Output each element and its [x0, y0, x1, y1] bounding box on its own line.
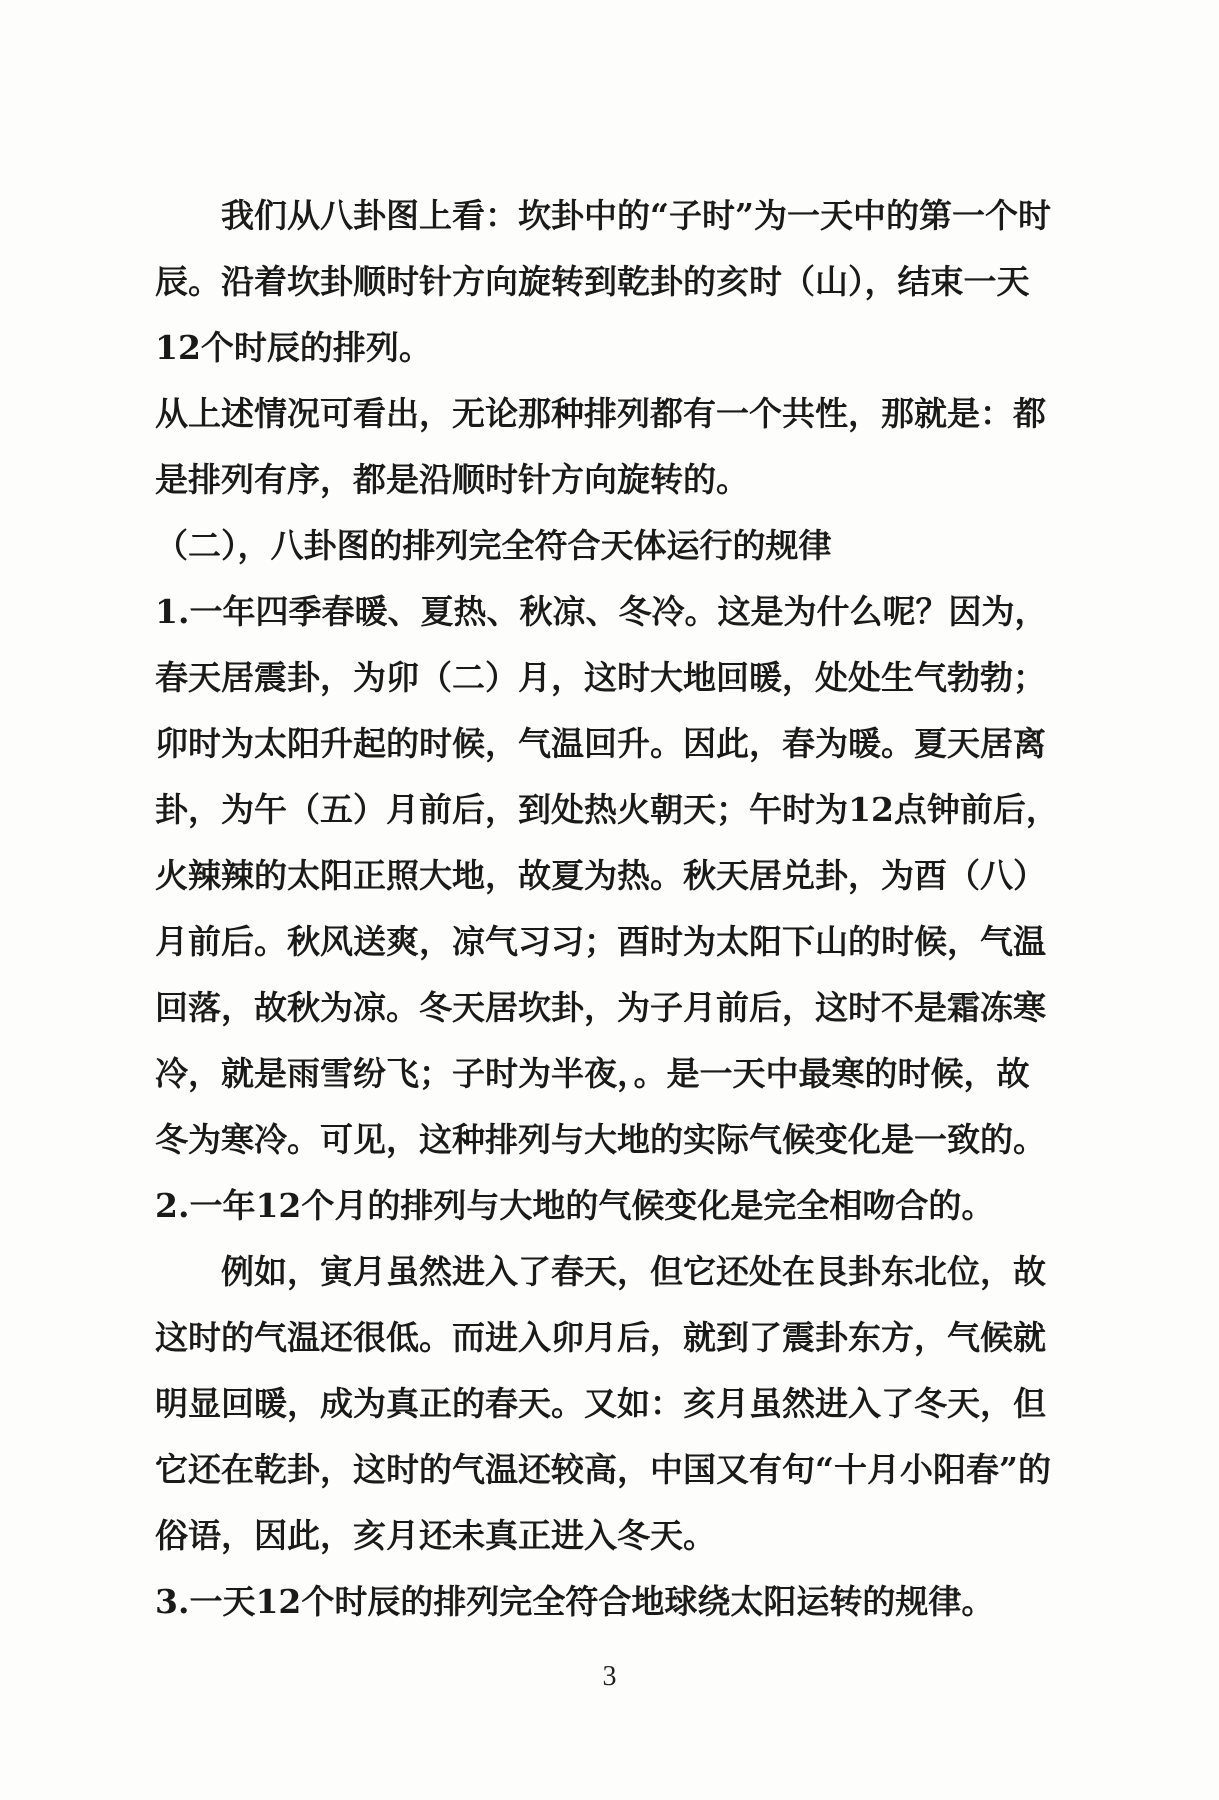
page-number: 3 — [602, 1661, 617, 1692]
text-line: 回落，故秋为凉。冬天居坎卦，为子月前后，这时不是霜冻寒 — [155, 988, 1046, 1027]
section-heading: （二），八卦图的排列完全符合天体运行的规律 — [155, 526, 832, 565]
text-line: 卦，为午（五）月前后，到处热火朝天；午时为12点钟前后， — [155, 790, 1059, 829]
text-line: 例如，寅月虽然进入了春天，但它还处在艮卦东北位，故 — [221, 1252, 1046, 1291]
text-line: 辰。沿着坎卦顺时针方向旋转到乾卦的亥时（山），结束一天 — [155, 262, 1030, 301]
text-line: 卯时为太阳升起的时候，气温回升。因此，春为暖。夏天居离 — [155, 724, 1046, 763]
text-line: 从上述情况可看出，无论那种排列都有一个共性，那就是：都 — [155, 394, 1046, 433]
text-line: 这时的气温还很低。而进入卯月后，就到了震卦东方，气候就 — [155, 1318, 1046, 1357]
text-line: 春天居震卦，为卯（二）月，这时大地回暖，处处生气勃勃； — [155, 658, 1046, 697]
text-line: 俗语，因此，亥月还未真正进入冬天。 — [155, 1516, 716, 1555]
text-line: 火辣辣的太阳正照大地，故夏为热。秋天居兑卦，为酉（八） — [155, 856, 1046, 895]
text-line: 冬为寒冷。可见，这种排列与大地的实际气候变化是一致的。 — [155, 1120, 1046, 1159]
text-line: 2.一年12个月的排列与大地的气候变化是完全相吻合的。 — [155, 1186, 995, 1225]
text-line: 我们从八卦图上看：坎卦中的“子时”为一天中的第一个时 — [221, 196, 1051, 235]
text-line: 明显回暖，成为真正的春天。又如：亥月虽然进入了冬天，但 — [155, 1384, 1046, 1423]
text-line: 1.一年四季春暖、夏热、秋凉、冬冷。这是为什么呢？因为， — [155, 592, 1048, 631]
text-line: 3.一天12个时辰的排列完全符合地球绕太阳运转的规律。 — [155, 1582, 995, 1621]
text-line: 12个时辰的排列。 — [155, 328, 432, 367]
text-line: 它还在乾卦，这时的气温还较高，中国又有句“十月小阳春”的 — [155, 1450, 1051, 1489]
body-text — [155, 183, 1100, 1635]
text-line: 是排列有序，都是沿顺时针方向旋转的。 — [155, 460, 749, 499]
text-line: 冷，就是雨雪纷飞；子时为半夜，。是一天中最寒的时候，故 — [155, 1054, 1030, 1093]
text-line: 月前后。秋风送爽，凉气习习；酉时为太阳下山的时候，气温 — [155, 922, 1046, 961]
